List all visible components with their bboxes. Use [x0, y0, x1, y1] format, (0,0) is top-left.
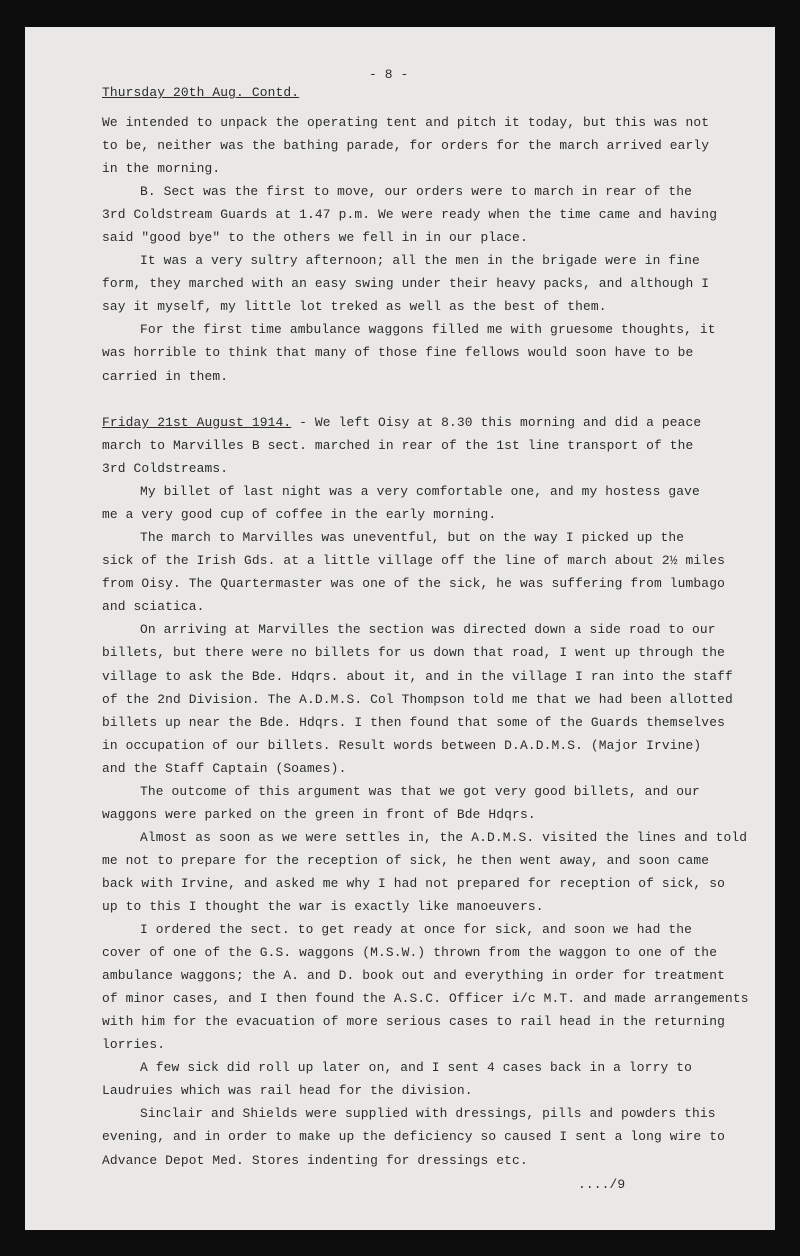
paragraph: A few sick did roll up later on, and I sent 4 cases back in a lorry to Laudruies which was rail head for the division. — [102, 1060, 692, 1099]
paragraph: My billet of last night was a very comfortable one, and my hostess gave me a very good cup of coffee in the early morning. — [102, 484, 700, 523]
paragraph: Sinclair and Shields were supplied with dressings, pills and powders this evening, and in order to make up the deficiency so caused I sent a long wire to Advance Depot Med. Stores indenting for dressings etc. — [102, 1106, 725, 1168]
document-page — [25, 27, 775, 1230]
paragraph: I ordered the sect. to get ready at once for sick, and soon we had the cover of one of the G.S. waggons (M.S.W.) thrown from the waggon to one of the ambulance waggons; the A. and D. book out and everything in order for treatment of minor cases, and I then found the A.S.C. Officer i/c M.T. and made arrangements with him for the evacuation of more serious cases to rail head in the returning lorries. — [102, 922, 749, 1053]
paragraph: Almost as soon as we were settles in, the A.D.M.S. visited the lines and told me not to prepare for the reception of sick, he then went away, and soon came back with Irvine, and asked me why I had not prepared for reception of sick, so up to this I thought the war is exactly like manoeuvers. — [102, 829, 748, 914]
paragraph: It was a very sultry afternoon; all the men in the brigade were in fine form, they marched with an easy swing under their heavy packs, and although I say it myself, my little lot treked as well as the best of them. — [102, 253, 710, 315]
paragraph: For the first time ambulance waggons filled me with gruesome thoughts, it was horrible to think that many of those fine fellows would soon have to be carried in them. — [102, 322, 716, 384]
paragraph: On arriving at Marvilles the section was directed down a side road to our billets, but there were no billets for us down that road, I went up through the village to ask the Bde. Hdqrs. about it, and in the village I ran into the staff of the 2nd Division. The A.D.M.S. Col Thompson told me that we had been allotted billets up near the Bde. Hdqrs. I then found that some of the Guards themselves in occupation of our billets. Result words between D.A.D.M.S. (Major Irvine) and the Staff Captain (Soames). — [102, 622, 733, 776]
section-heading-friday: Friday 21st August 1914. — [102, 415, 292, 430]
paragraph-text: - We left Oisy at 8.30 this morning and did a peace march to Marvilles B sect. marched in rear of the 1st line transport of the 3rd Coldstreams. — [102, 415, 702, 477]
section-thursday-body — [102, 111, 762, 388]
paragraph: The march to Marvilles was uneventful, but on the way I picked up the sick of the Irish Gds. at a little village off the line of march about 2½ miles from Oisy. The Quartermaster was one of the sick, he was suffering from lumbago and sciatica. — [102, 530, 725, 615]
section-heading-thursday: Thursday 20th Aug. Contd. — [102, 85, 300, 100]
paragraph: The outcome of this argument was that we got very good billets, and our waggons were parked on the green in front of Bde Hdqrs. — [102, 783, 700, 822]
section-heading-friday-paragraph — [102, 411, 762, 480]
paragraph: B. Sect was the first to move, our orders were to march in rear of the 3rd Coldstream Guards at 1.47 p.m. We were ready when the time came and having said "good bye" to the others we fell in in our place. — [102, 184, 718, 246]
section-friday-body — [102, 411, 762, 1172]
paragraph: We intended to unpack the operating tent and pitch it today, but this was not to be, neither was the bathing parade, for orders for the march arrived early in the morning. — [102, 115, 710, 177]
page-number: - 8 - — [369, 67, 409, 82]
continuation-marker: ..../9 — [578, 1177, 626, 1192]
